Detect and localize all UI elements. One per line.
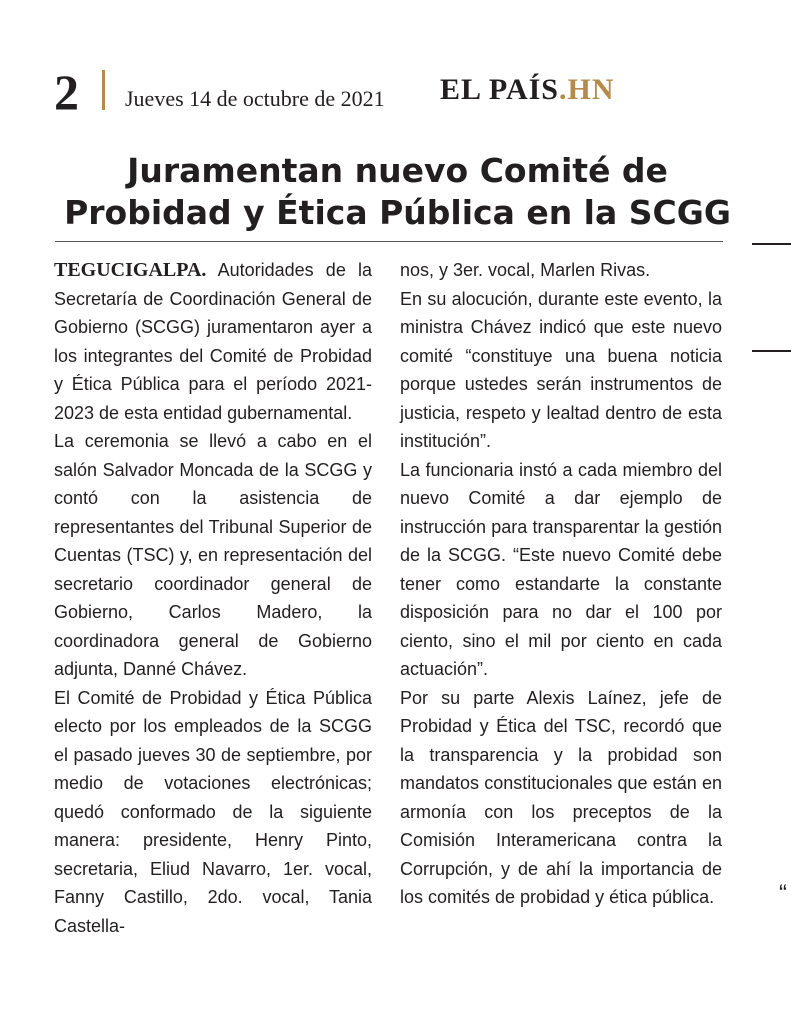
article-column-left — [54, 256, 372, 940]
header-divider — [102, 70, 105, 110]
side-rule-top — [752, 243, 791, 245]
headline-rule — [55, 241, 723, 242]
brand-name: EL PAÍS — [440, 73, 559, 106]
dateline: TEGUCIGALPA. — [54, 259, 207, 281]
article-column-right — [400, 256, 722, 912]
paragraph: La ceremonia se llevó a cabo en el salón Salvador Moncada de la SCGG y contó con la asistencia de representantes del Tribunal Superior de Cuentas (TSC) y, en representación del secretario coordinador general de Gobierno, Carlos Madero, la coordinadora general de Gobierno adjunta, Danné Chávez. — [54, 431, 372, 679]
header-date: Jueves 14 de octubre de 2021 — [125, 86, 385, 111]
paragraph-text: Autoridades de la Secretaría de Coordinación General de Gobierno (SCGG) juramentaron ayer a los integrantes del Comité de Probidad y Ética Pública para el período 2021-2023 de esta entidad gubernamental. — [54, 260, 372, 423]
page-number: 2 — [54, 64, 79, 120]
paragraph: En su alocución, durante este evento, la ministra Chávez indicó que este nuevo comité “constituye una buena noticia porque ustedes serán instrumentos de justicia, respeto y lealtad dentro de esta institución”. — [400, 288, 722, 451]
brand-tld: .HN — [559, 73, 615, 106]
paragraph: El Comité de Probidad y Ética Pública electo por los empleados de la SCGG el pasado jueves 30 de septiembre, por medio de votaciones electrónicas; quedó conformado de la siguiente manera: presidente, Henry Pinto, secretaria, Eliud Navarro, 1er. vocal, Fanny Castillo, 2do. vocal, Tania Castella- — [54, 687, 372, 936]
side-quote-mark: “ — [779, 880, 787, 907]
paragraph: La funcionaria instó a cada miembro del nuevo Comité a dar ejemplo de instrucción para transparentar la gestión de la SCGG. “Este nuevo Comité debe tener como estandarte la constante disposición para no dar el 100 por ciento, sino el mil por ciento en cada actuación”. — [400, 459, 722, 679]
paragraph: nos, y 3er. vocal, Marlen Rivas. — [400, 260, 651, 280]
headline: Juramentan nuevo Comité de Probidad y Ética Pública en la SCGG — [64, 151, 731, 232]
brand-logo — [440, 72, 615, 108]
paragraph — [54, 256, 372, 427]
side-rule-middle — [752, 350, 791, 352]
paragraph: Por su parte Alexis Laínez, jefe de Probidad y Ética del TSC, recordó que la transparencia y la probidad son mandatos constitucionales que están en armonía con los preceptos de la Comisión Interamericana contra la Corrupción, y de ahí la importancia de los comités de probidad y ética pública. — [400, 687, 722, 907]
